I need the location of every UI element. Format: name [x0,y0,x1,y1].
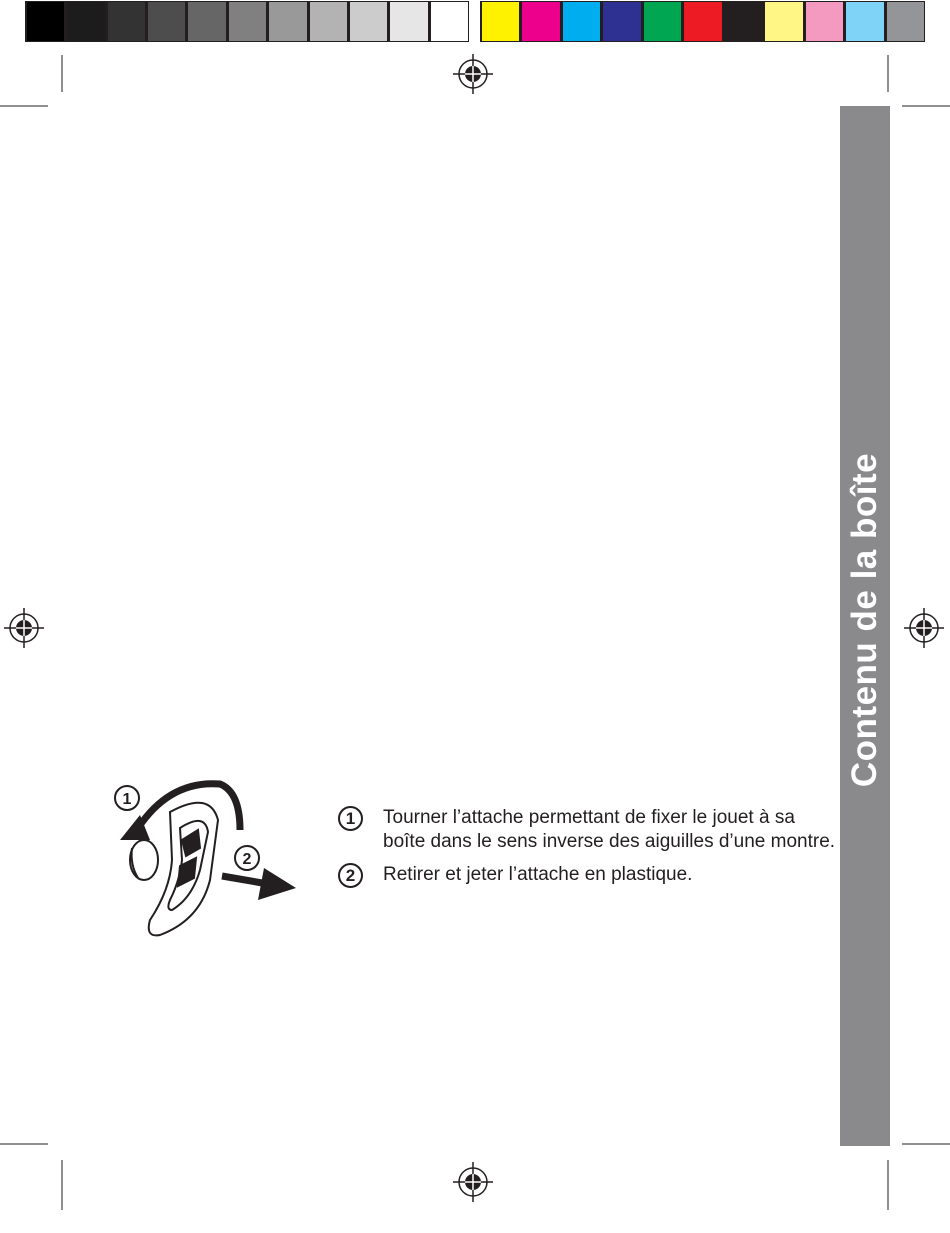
registration-mark-bottom [453,1162,493,1202]
illustration-step-1-badge [115,786,139,810]
clip-removal-illustration [100,770,300,950]
illustration-step-1-label: 1 [122,791,132,808]
pull-arrow-head-icon [258,868,296,900]
pull-arrow-icon [222,876,268,884]
illustration-step-2-label: 2 [242,851,252,868]
instruction-step-1 [338,806,838,854]
step-number-badge: 2 [338,863,363,888]
section-title: Contenu de la boîte [845,452,884,788]
registration-mark-right [904,608,944,648]
instruction-text: Tourner l’attache permettant de fixer le jouet à sa boîte dans le sens inverse des aiguilles d’une montre. [383,807,836,852]
instruction-step-2 [338,863,838,888]
instruction-text: Retirer et jeter l’attache en plastique. [383,864,693,885]
registration-mark-left [4,608,44,648]
registration-mark-top [453,54,493,94]
illustration-step-2-badge [235,846,259,870]
step-number-badge: 1 [338,806,363,831]
instruction-list [338,806,838,897]
